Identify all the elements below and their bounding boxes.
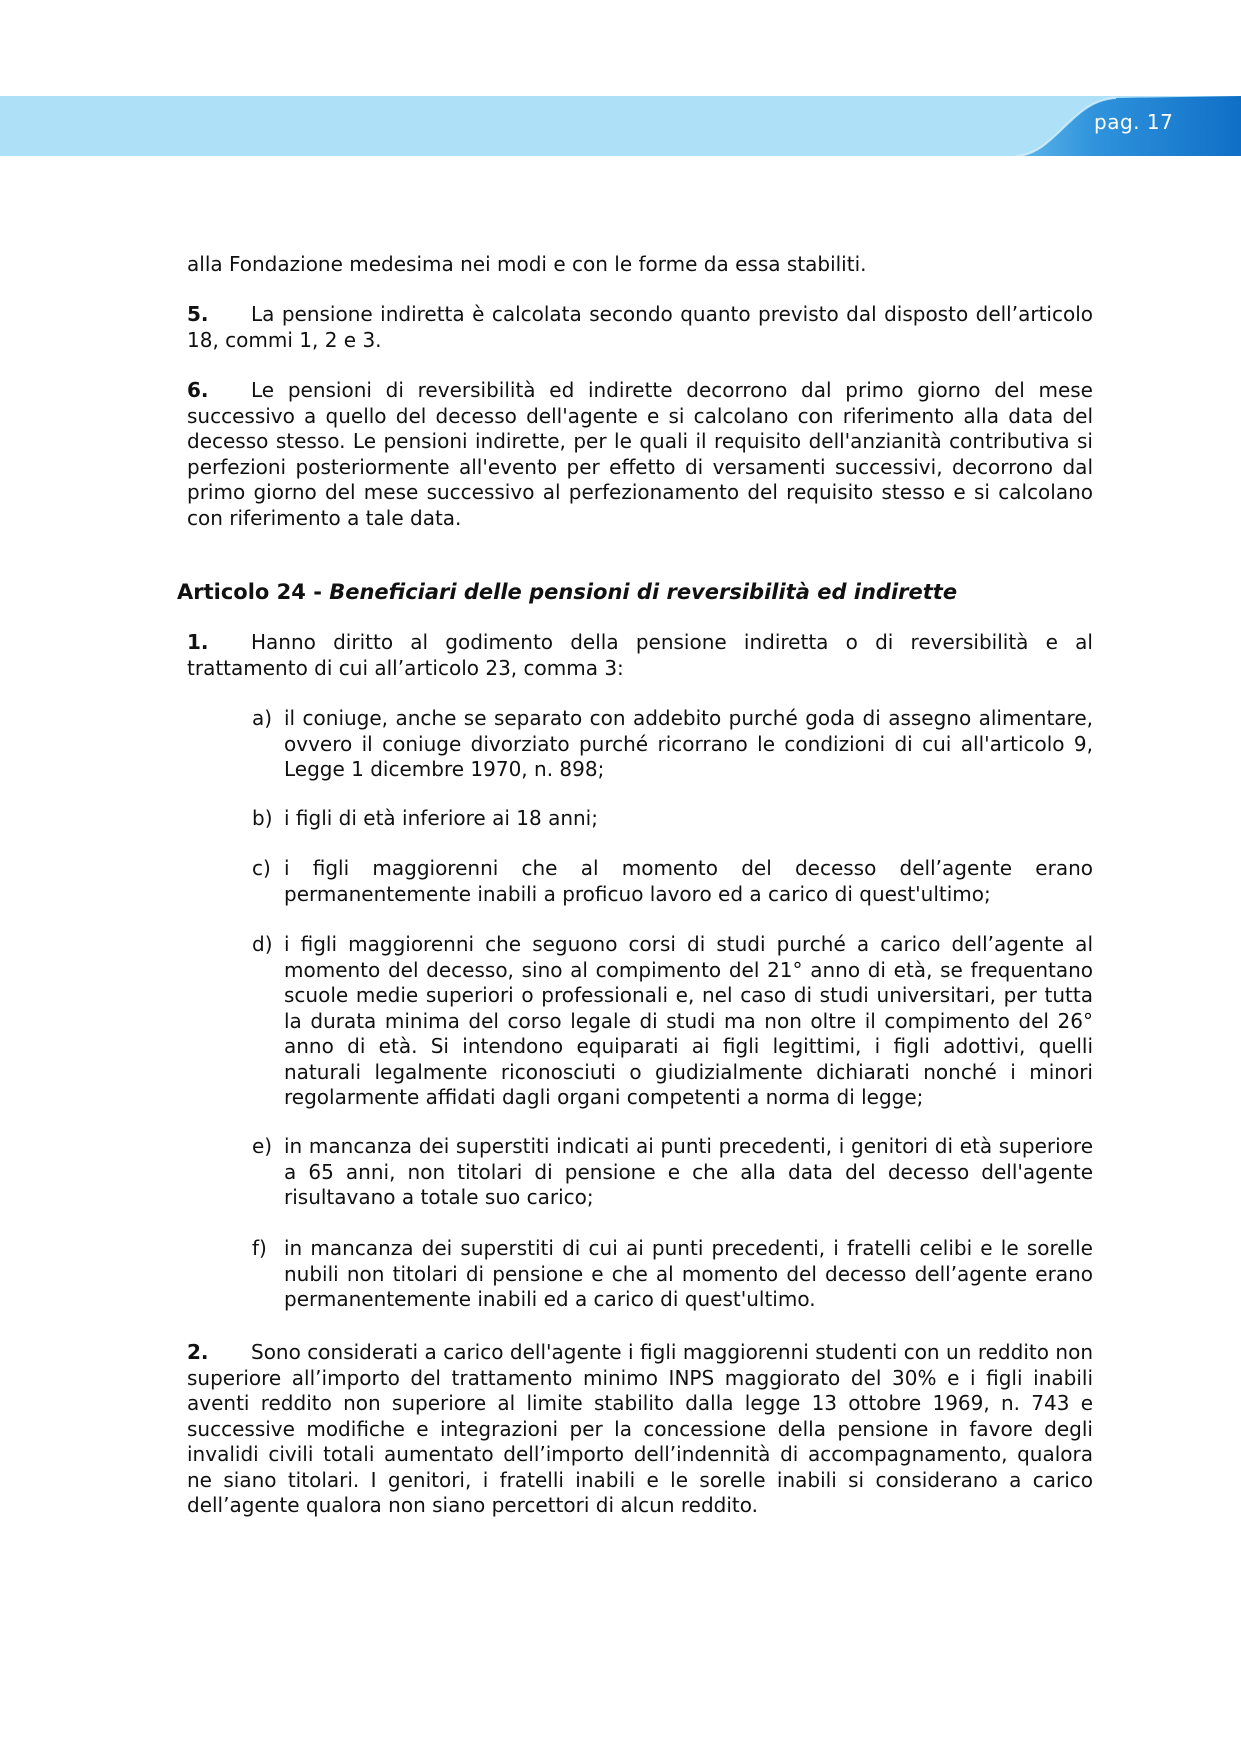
paragraph-5 <box>187 302 1093 353</box>
paragraph-text: Hanno diritto al godimento della pensione indiretta o di reversibilità e al trattamento di cui all’articolo 23, comma 3: <box>187 630 1093 680</box>
paragraph-number: 5. <box>187 302 209 326</box>
paragraph-continuation <box>187 252 1093 278</box>
article-paragraph-2 <box>187 1340 1093 1519</box>
article-number: Articolo 24 - <box>177 580 330 604</box>
list-item-text: i figli di età inferiore ai 18 anni; <box>284 806 598 830</box>
list-marker: b) <box>252 806 273 830</box>
list-item-d <box>252 932 1093 1111</box>
list-marker: d) <box>252 932 273 956</box>
list-marker: c) <box>252 856 271 880</box>
article-paragraph-1 <box>187 630 1093 681</box>
list-item-e <box>252 1134 1093 1211</box>
paragraph-number: 6. <box>187 378 209 402</box>
paragraph-text: Le pensioni di reversibilità ed indirette decorrono dal primo giorno del mese successivo a quello del decesso dell'agente e si calcolano con riferimento alla data del decesso stesso. Le pensioni indirette, per le quali il requisito dell'anzianità contributiva si perfezioni posteriormente all'evento per effetto di versamenti successivi, decorrono dal primo giorno del mese successivo al perfezionamento del requisito stesso e si calcolano con riferimento a tale data. <box>187 378 1093 530</box>
list-item-text: i figli maggiorenni che seguono corsi di studi purché a carico dell’agente al momento del decesso, sino al compimento del 21° anno di età, se frequentano scuole medie superiori o professionali e, nel caso di studi universitari, per tutta la durata minima del corso legale di studi ma non oltre il compimento del 26° anno di età. Si intendono equiparati ai figli legittimi, i figli adottivi, quelli naturali legalmente riconosciuti o giudizialmente dichiarati nonché i minori regolarmente affidati dagli organi competenti a norma di legge; <box>284 932 1093 1109</box>
list-marker: a) <box>252 706 273 730</box>
list-item-text: il coniuge, anche se separato con addebito purché goda di assegno alimentare, ovvero il coniuge divorziato purché ricorrano le condizioni di cui all'articolo 9, Legge 1 dicembre 1970, n. 898; <box>284 706 1093 781</box>
list-item-text: in mancanza dei superstiti indicati ai punti precedenti, i genitori di età superiore a 65 anni, non titolari di pensione e che alla data del decesso dell'agente risultavano a totale suo carico; <box>284 1134 1093 1209</box>
paragraph-text: La pensione indiretta è calcolata secondo quanto previsto dal disposto dell’articolo 18, commi 1, 2 e 3. <box>187 302 1093 352</box>
paragraph-6 <box>187 378 1093 531</box>
list-item-c <box>252 856 1093 907</box>
list-item-text: i figli maggiorenni che al momento del decesso dell’agente erano permanentemente inabili a proficuo lavoro ed a carico di quest'ultimo; <box>284 856 1093 906</box>
list-item-b <box>252 806 1093 832</box>
paragraph-number: 2. <box>187 1340 209 1364</box>
list-marker: e) <box>252 1134 273 1158</box>
paragraph-text: Sono considerati a carico dell'agente i figli maggiorenni studenti con un reddito non superiore all’importo del trattamento minimo INPS maggiorato del 30% e i figli inabili aventi reddito non superiore al limite stabilito dalla legge 13 ottobre 1969, n. 743 e successive modifiche e integrazioni per la concessione della pensione in favore degli invalidi civili totali aumentato dell’importo dell’indennità di accompagnamento, qualora ne siano titolari. I genitori, i fratelli inabili e le sorelle inabili si considerano a carico dell’agente qualora non siano percettori di alcun reddito. <box>187 1340 1093 1517</box>
list-item-a <box>252 706 1093 783</box>
paragraph-number: 1. <box>187 630 209 654</box>
paragraph-text: alla Fondazione medesima nei modi e con le forme da essa stabiliti. <box>187 252 867 276</box>
list-item-f <box>252 1236 1093 1313</box>
article-title: Beneficiari delle pensioni di reversibilità ed indirette <box>329 580 958 604</box>
article-heading <box>177 578 957 606</box>
list-item-text: in mancanza dei superstiti di cui ai punti precedenti, i fratelli celibi e le sorelle nubili non titolari di pensione e che al momento del decesso dell’agente erano permanentemente inabili ed a carico di quest'ultimo. <box>284 1236 1093 1311</box>
page-number: pag. 17 <box>1094 110 1174 134</box>
list-marker: f) <box>252 1236 267 1260</box>
